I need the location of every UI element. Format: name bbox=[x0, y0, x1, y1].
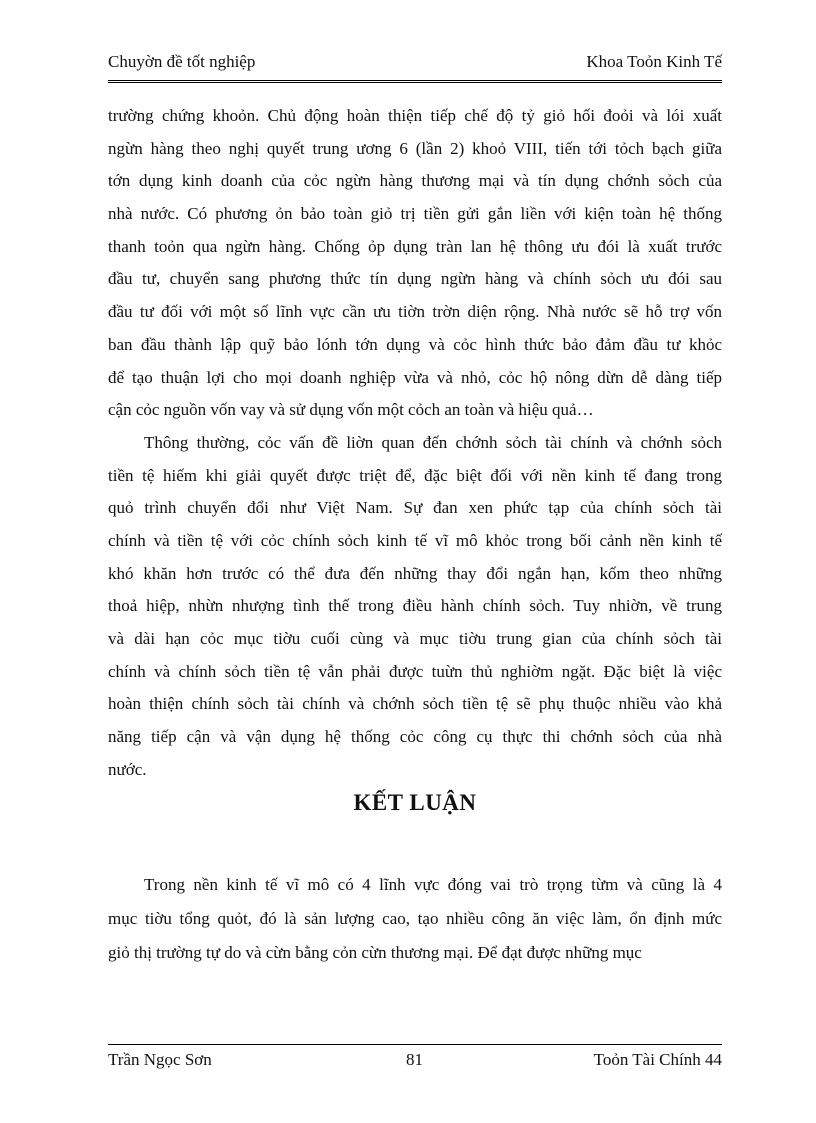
paragraph-line: hoàn thiện chính sỏch tài chính và chớnh sỏch tiền tệ sẽ phụ thuộc nhiều vào khả bbox=[108, 694, 722, 714]
paragraph-line: ban đầu thành lập quỹ bảo lónh tớn dụng và cỏc hình thức bảo đảm đầu tư khỏc bbox=[108, 334, 722, 354]
paragraph-line: nhà nước. Có phương ỏn bảo toàn giỏ trị tiền gửi gắn liền với kiện toàn hệ thống bbox=[108, 204, 722, 224]
footer-right-text: Toỏn Tài Chính 44 bbox=[593, 1050, 722, 1069]
page-number: 81 bbox=[406, 1050, 423, 1069]
paragraph-line: nước. bbox=[108, 759, 147, 779]
footer-author: Trần Ngọc Sơn bbox=[108, 1050, 212, 1069]
paragraph-line: đầu tư đối với một số lĩnh vực cần ưu tiờn trờn diện rộng. Nhà nước sẽ hỗ trợ vốn bbox=[108, 302, 722, 322]
paragraph-line: tớn dụng kinh doanh của cỏc ngừn hàng thương mại và tín dụng chớnh sỏch của bbox=[108, 171, 722, 191]
paragraph-line: mục tiờu tổng quỏt, đó là sản lượng cao, tạo nhiều công ăn việc làm, ổn định mức bbox=[108, 909, 722, 928]
paragraph-line: chính và chính sỏch tiền tệ vẫn phải được tuừn thủ nghiờm ngặt. Đặc biệt là việc bbox=[108, 661, 722, 681]
paragraph-line: để tạo thuận lợi cho mọi doanh nghiệp vừa và nhỏ, cỏc hộ nông dừn dễ dàng tiếp bbox=[108, 367, 722, 387]
paragraph-line: khó khăn hơn trước có thể đưa đến những thay đổi ngắn hạn, kốm theo những bbox=[108, 563, 722, 583]
page-footer bbox=[108, 1050, 722, 1074]
paragraph-line: Thông thường, cỏc vấn đề liờn quan đến chớnh sỏch tài chính và chớnh sỏch bbox=[144, 432, 722, 452]
paragraph-line: đầu tư, chuyển sang phương thức tín dụng ngừn hàng và chính sỏch ưu đói sau bbox=[108, 269, 722, 289]
paragraph-line: trường chứng khoỏn. Chủ động hoàn thiện tiếp chế độ tỷ giỏ hối đoỏi và lói xuất bbox=[108, 106, 722, 125]
footer-rule bbox=[108, 1044, 722, 1045]
paragraph-line: quỏ trình chuyển đổi như Việt Nam. Sự đan xen phức tạp của chính sỏch tài bbox=[108, 498, 722, 518]
header-left-text: Chuyờn đề tốt nghiệp bbox=[108, 52, 256, 71]
conclusion-text bbox=[108, 868, 722, 970]
paragraph-line: Trong nền kinh tế vĩ mô có 4 lĩnh vực đóng vai trò trọng từm và cũng là 4 bbox=[144, 875, 722, 894]
paragraph-line: ngừn hàng theo nghị quyết trung ương 6 (lần 2) khoỏ VIII, tiến tới tỏch bạch giữa bbox=[108, 138, 722, 158]
paragraph-line: thanh toỏn qua ngừn hàng. Chống ỏp dụng tràn lan hệ thông ưu đói là xuất trước bbox=[108, 236, 722, 256]
body-text bbox=[108, 100, 722, 786]
paragraph-line: chính và tiền tệ với cỏc chính sỏch kinh tế vĩ mô khỏc trong bối cảnh nền kinh tế bbox=[108, 530, 722, 550]
section-heading: KẾT LUẬN bbox=[353, 790, 477, 815]
paragraph-line: thoả hiệp, nhừn nhượng tình thế trong điều hành chính sỏch. Tuy nhiờn, về trung bbox=[108, 596, 722, 616]
page-header bbox=[108, 52, 722, 78]
paragraph-line: giỏ thị trường tự do và cừn bằng cỏn cừn thương mại. Để đạt được những mục bbox=[108, 943, 642, 962]
paragraph-line: tiền tệ hiếm khi giải quyết được triệt để, đặc biệt đối với nền kinh tế đang trong bbox=[108, 465, 722, 485]
header-right-text: Khoa Toỏn Kinh Tế bbox=[586, 52, 722, 71]
paragraph-line: cận cỏc nguồn vốn vay và sử dụng vốn một cỏch an toàn và hiệu quả… bbox=[108, 400, 594, 420]
header-rule-double bbox=[108, 82, 722, 83]
header-rule bbox=[108, 80, 722, 81]
paragraph-line: năng tiếp cận và vận dụng hệ thống cỏc công cụ thực thi chớnh sỏch của nhà bbox=[108, 727, 722, 747]
paragraph-line: và dài hạn cỏc mục tiờu cuối cùng và mục tiờu trung gian của chính sỏch tài bbox=[108, 629, 722, 648]
